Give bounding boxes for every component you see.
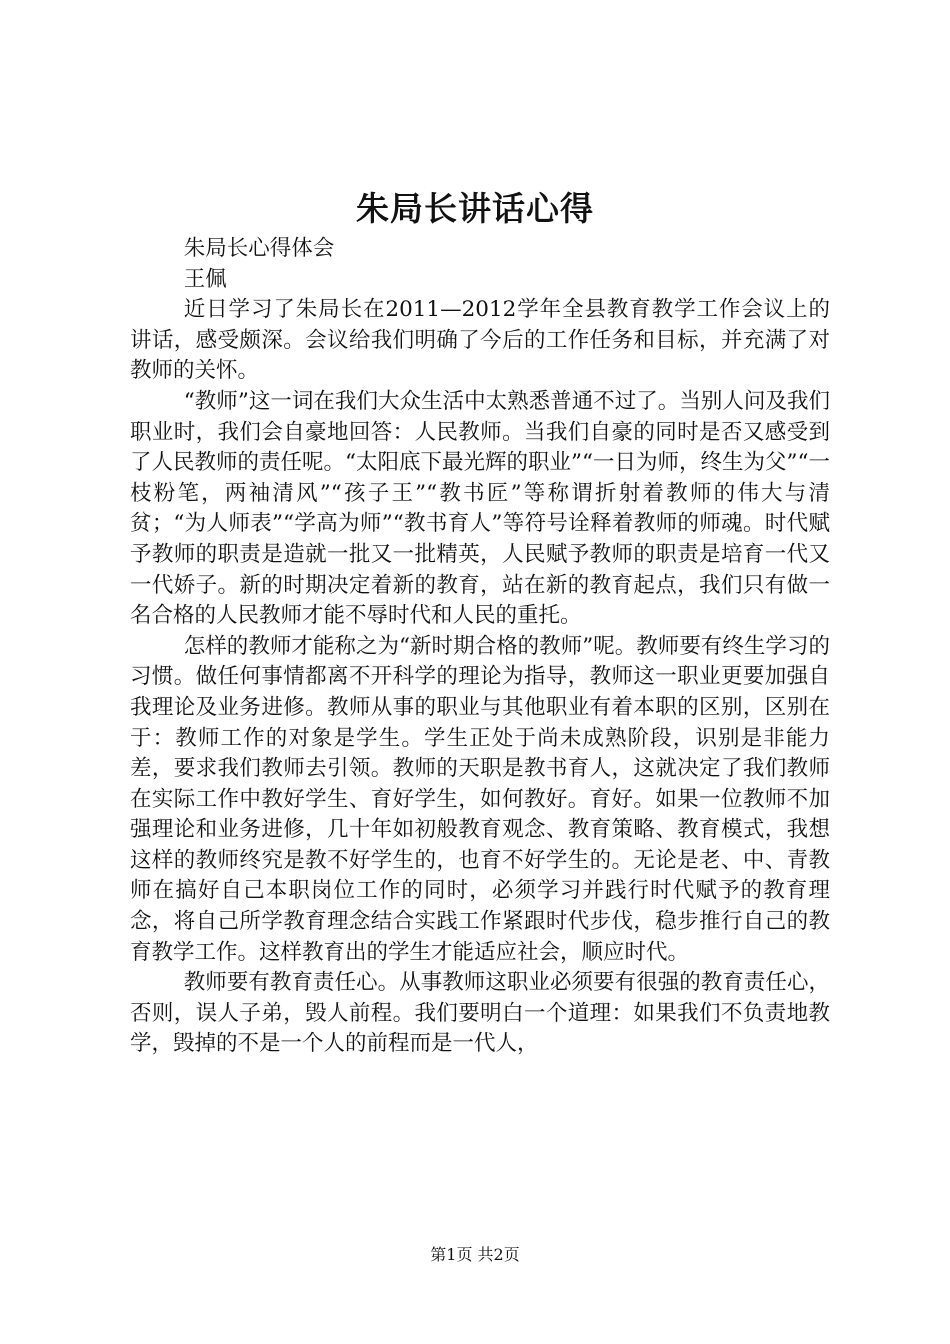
- document-title: 朱局长讲话心得: [356, 189, 594, 228]
- paragraph-2: “教师”这一词在我们大众生活中太熟悉普通不过了。当别人问及我们职业时，我们会自豪地回答：人民教师。当我们自豪的同时是否又感受到了人民教师的责任呢。“太阳底下最光辉的职业”“一日为师，终生为父”“一枝粉笔，两袖清风”“孩子王”“教书匠”等称谓折射着教师的伟大与清贫；“为人师表”“学高为师”“教书育人”等符号诠释着教师的师魂。时代赋予教师的职责是造就一批又一批精英，人民赋予教师的职责是培育一代又一代娇子。新的时期决定着新的教育，站在新的教育起点，我们只有做一名合格的人民教师才能不辱时代和人民的重托。: [130, 388, 830, 629]
- paragraph-4: 教师要有教育责任心。从事教师这职业必须要有很强的教育责任心，否则，误人子弟，毁人前程。我们要明白一个道理：如果我们不负责地教学，毁掉的不是一个人的前程而是一代人，: [130, 970, 830, 1057]
- document-author: 王佩: [183, 266, 227, 292]
- paragraph-1: 近日学习了朱局长在2011—2012学年全县教育教学工作会议上的讲话，感受颇深。会议给我们明确了今后的工作任务和目标，并充满了对教师的关怀。: [130, 297, 830, 384]
- page-footer: 第1页 共2页: [430, 1245, 520, 1264]
- paragraph-3: 怎样的教师才能称之为“新时期合格的教师”呢。教师要有终生学习的习惯。做任何事情都离不开科学的理论为指导，教师这一职业更要加强自我理论及业务进修。教师从事的职业与其他职业有着本职的区别，区别在于：教师工作的对象是学生。学生正处于尚未成熟阶段，识别是非能力差，要求我们教师去引领。教师的天职是教书育人，这就决定了我们教师在实际工作中教好学生、育好学生，如何教好。育好。如果一位教师不加强理论和业务进修，几十年如初般教育观念、教育策略、教育模式，我想这样的教师终究是教不好学生的，也育不好学生的。无论是老、中、青教师在搞好自己本职岗位工作的同时，必须学习并践行时代赋予的教育理念，将自己所学教育理念结合实践工作紧跟时代步伐，稳步推行自己的教育教学工作。这样教育出的学生才能适应社会，顺应时代。: [130, 633, 830, 965]
- document-body: [130, 234, 830, 1060]
- document-subtitle: 朱局长心得体会: [183, 236, 335, 261]
